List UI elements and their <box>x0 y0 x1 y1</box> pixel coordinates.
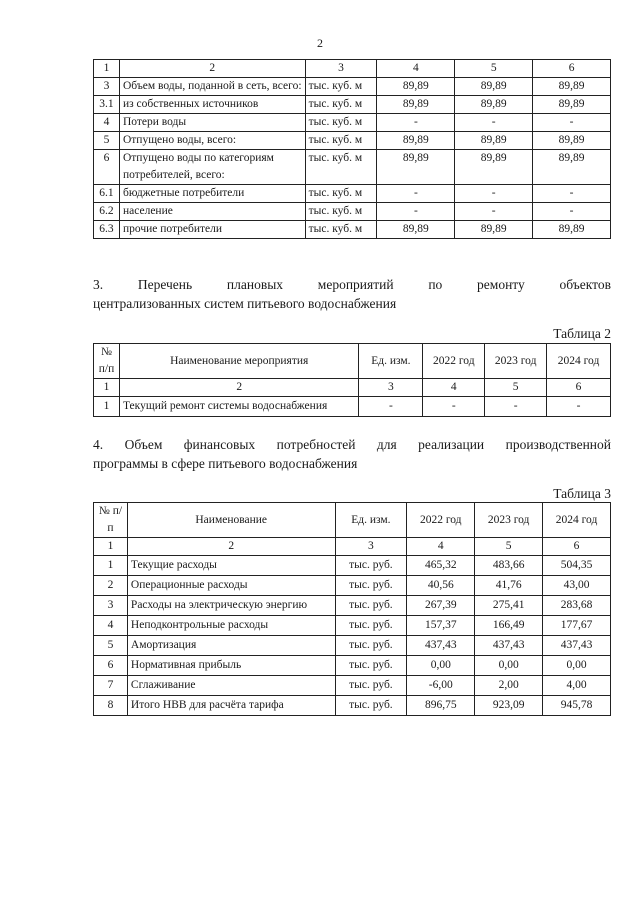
table-index-row <box>94 379 611 397</box>
row-name: прочие потребители <box>119 221 305 239</box>
row-value: 89,89 <box>533 78 611 96</box>
header-year: 2022 год <box>423 344 485 379</box>
row-number: 6.3 <box>94 221 120 239</box>
table-row <box>94 221 611 239</box>
repair-plan-table <box>93 343 611 417</box>
header-cell: 3 <box>305 60 377 78</box>
row-name: Текущие расходы <box>127 556 335 576</box>
row-value: 437,43 <box>407 636 475 656</box>
row-value: 923,09 <box>475 696 543 716</box>
row-value: - <box>377 203 455 221</box>
row-value: 437,43 <box>475 636 543 656</box>
row-value: 0,00 <box>475 656 543 676</box>
table-header-row <box>94 344 611 379</box>
row-name: Итого НВВ для расчёта тарифа <box>127 696 335 716</box>
row-name: Текущий ремонт системы водоснабжения <box>119 397 358 417</box>
row-value: - <box>455 114 533 132</box>
row-value: 89,89 <box>533 221 611 239</box>
row-number: 4 <box>94 114 120 132</box>
table-row <box>94 185 611 203</box>
row-unit: тыс. куб. м <box>305 132 377 150</box>
row-value: 43,00 <box>543 576 611 596</box>
table-row <box>94 576 611 596</box>
row-value: 177,67 <box>543 616 611 636</box>
row-unit: тыс. куб. м <box>305 203 377 221</box>
header-cell: 6 <box>533 60 611 78</box>
header-year: 2023 год <box>475 503 543 538</box>
row-name: Объем воды, поданной в сеть, всего: <box>119 78 305 96</box>
row-value: 166,49 <box>475 616 543 636</box>
table-header-row <box>94 503 611 538</box>
row-number: 4 <box>94 616 128 636</box>
section-3-line-1: 3. Перечень плановых мероприятий по ремонту объектов <box>93 277 611 292</box>
row-unit: тыс. руб. <box>335 616 407 636</box>
row-value: 89,89 <box>377 96 455 114</box>
row-name: Отпущено воды, всего: <box>119 132 305 150</box>
row-value: 40,56 <box>407 576 475 596</box>
section-3-line-2: централизованных систем питьевого водоснабжения <box>93 296 397 311</box>
header-cell: 5 <box>455 60 533 78</box>
table-row <box>94 203 611 221</box>
row-name: Амортизация <box>127 636 335 656</box>
table-3-caption: Таблица 3 <box>553 486 611 501</box>
row-value: - <box>533 185 611 203</box>
table-row <box>94 696 611 716</box>
row-number: 1 <box>94 556 128 576</box>
header-num: № п/п <box>94 503 128 538</box>
row-value: 2,00 <box>475 676 543 696</box>
row-name: Потери воды <box>119 114 305 132</box>
table-header-row <box>94 60 611 78</box>
row-value: 89,89 <box>455 150 533 185</box>
row-value: - <box>377 114 455 132</box>
row-number: 3.1 <box>94 96 120 114</box>
row-value: - <box>485 397 547 417</box>
row-value: - <box>533 114 611 132</box>
row-name: бюджетные потребители <box>119 185 305 203</box>
row-name: Расходы на электрическую энергию <box>127 596 335 616</box>
row-unit: тыс. куб. м <box>305 114 377 132</box>
row-name: Нормативная прибыль <box>127 656 335 676</box>
row-value: 4,00 <box>543 676 611 696</box>
row-value: - <box>547 397 611 417</box>
table-row <box>94 596 611 616</box>
index-cell: 3 <box>335 538 407 556</box>
table-row <box>94 676 611 696</box>
index-cell: 1 <box>94 379 120 397</box>
section-3-heading <box>93 275 611 313</box>
header-unit: Ед. изм. <box>359 344 423 379</box>
row-value: - <box>377 185 455 203</box>
row-value: 89,89 <box>377 132 455 150</box>
row-unit: тыс. куб. м <box>305 78 377 96</box>
section-4-heading <box>93 435 611 473</box>
page-number: 2 <box>317 36 323 50</box>
row-value: - <box>533 203 611 221</box>
row-value: 283,68 <box>543 596 611 616</box>
row-value: 504,35 <box>543 556 611 576</box>
row-value: -6,00 <box>407 676 475 696</box>
row-name: население <box>119 203 305 221</box>
row-number: 6.1 <box>94 185 120 203</box>
row-value: 157,37 <box>407 616 475 636</box>
table-row <box>94 96 611 114</box>
row-value: 89,89 <box>455 221 533 239</box>
section-4-line-1: 4. Объем финансовых потребностей для реализации производственной <box>93 437 611 452</box>
row-name: Сглаживание <box>127 676 335 696</box>
row-value: - <box>455 185 533 203</box>
header-num: № п/п <box>94 344 120 379</box>
water-balance-table <box>93 59 611 239</box>
row-unit: тыс. куб. м <box>305 221 377 239</box>
index-cell: 6 <box>543 538 611 556</box>
section-4-line-2: программы в сфере питьевого водоснабжения <box>93 456 358 471</box>
table-row <box>94 132 611 150</box>
row-unit: тыс. куб. м <box>305 96 377 114</box>
financial-needs-table <box>93 502 611 716</box>
row-value: 267,39 <box>407 596 475 616</box>
row-name: Неподконтрольные расходы <box>127 616 335 636</box>
header-year: 2023 год <box>485 344 547 379</box>
header-unit: Ед. изм. <box>335 503 407 538</box>
row-value: 275,41 <box>475 596 543 616</box>
row-value: 41,76 <box>475 576 543 596</box>
table-row <box>94 397 611 417</box>
index-cell: 5 <box>485 379 547 397</box>
row-unit: тыс. руб. <box>335 576 407 596</box>
index-cell: 4 <box>407 538 475 556</box>
table-row <box>94 150 611 185</box>
row-number: 3 <box>94 596 128 616</box>
row-value: 89,89 <box>533 96 611 114</box>
row-name: Отпущено воды по категориям потребителей, всего: <box>119 150 305 185</box>
index-cell: 2 <box>119 379 358 397</box>
header-cell: 1 <box>94 60 120 78</box>
index-cell: 6 <box>547 379 611 397</box>
row-name: Операционные расходы <box>127 576 335 596</box>
row-number: 3 <box>94 78 120 96</box>
row-unit: - <box>359 397 423 417</box>
row-value: 437,43 <box>543 636 611 656</box>
row-value: - <box>423 397 485 417</box>
row-number: 6.2 <box>94 203 120 221</box>
table-index-row <box>94 538 611 556</box>
header-cell: 2 <box>119 60 305 78</box>
row-value: 89,89 <box>377 221 455 239</box>
row-value: 483,66 <box>475 556 543 576</box>
table-2-caption: Таблица 2 <box>553 326 611 341</box>
row-number: 1 <box>94 397 120 417</box>
header-year: 2022 год <box>407 503 475 538</box>
row-unit: тыс. руб. <box>335 636 407 656</box>
row-value: 89,89 <box>533 150 611 185</box>
row-unit: тыс. куб. м <box>305 150 377 185</box>
header-year: 2024 год <box>543 503 611 538</box>
header-year: 2024 год <box>547 344 611 379</box>
table-row <box>94 616 611 636</box>
header-name: Наименование мероприятия <box>119 344 358 379</box>
row-value: 465,32 <box>407 556 475 576</box>
row-unit: тыс. куб. м <box>305 185 377 203</box>
table-row <box>94 636 611 656</box>
table-row <box>94 656 611 676</box>
row-unit: тыс. руб. <box>335 556 407 576</box>
table-row <box>94 114 611 132</box>
header-name: Наименование <box>127 503 335 538</box>
row-value: - <box>455 203 533 221</box>
row-unit: тыс. руб. <box>335 696 407 716</box>
row-value: 89,89 <box>377 78 455 96</box>
row-number: 7 <box>94 676 128 696</box>
index-cell: 3 <box>359 379 423 397</box>
table-row <box>94 556 611 576</box>
row-value: 945,78 <box>543 696 611 716</box>
row-number: 6 <box>94 150 120 185</box>
row-value: 0,00 <box>543 656 611 676</box>
row-number: 5 <box>94 132 120 150</box>
row-number: 6 <box>94 656 128 676</box>
row-value: 89,89 <box>377 150 455 185</box>
row-value: 0,00 <box>407 656 475 676</box>
row-value: 896,75 <box>407 696 475 716</box>
row-unit: тыс. руб. <box>335 596 407 616</box>
row-value: 89,89 <box>455 132 533 150</box>
row-number: 8 <box>94 696 128 716</box>
header-cell: 4 <box>377 60 455 78</box>
row-number: 5 <box>94 636 128 656</box>
index-cell: 4 <box>423 379 485 397</box>
index-cell: 5 <box>475 538 543 556</box>
index-cell: 1 <box>94 538 128 556</box>
row-value: 89,89 <box>455 96 533 114</box>
index-cell: 2 <box>127 538 335 556</box>
table-row <box>94 78 611 96</box>
row-unit: тыс. руб. <box>335 676 407 696</box>
row-number: 2 <box>94 576 128 596</box>
row-value: 89,89 <box>533 132 611 150</box>
row-name: из собственных источников <box>119 96 305 114</box>
row-value: 89,89 <box>455 78 533 96</box>
row-unit: тыс. руб. <box>335 656 407 676</box>
